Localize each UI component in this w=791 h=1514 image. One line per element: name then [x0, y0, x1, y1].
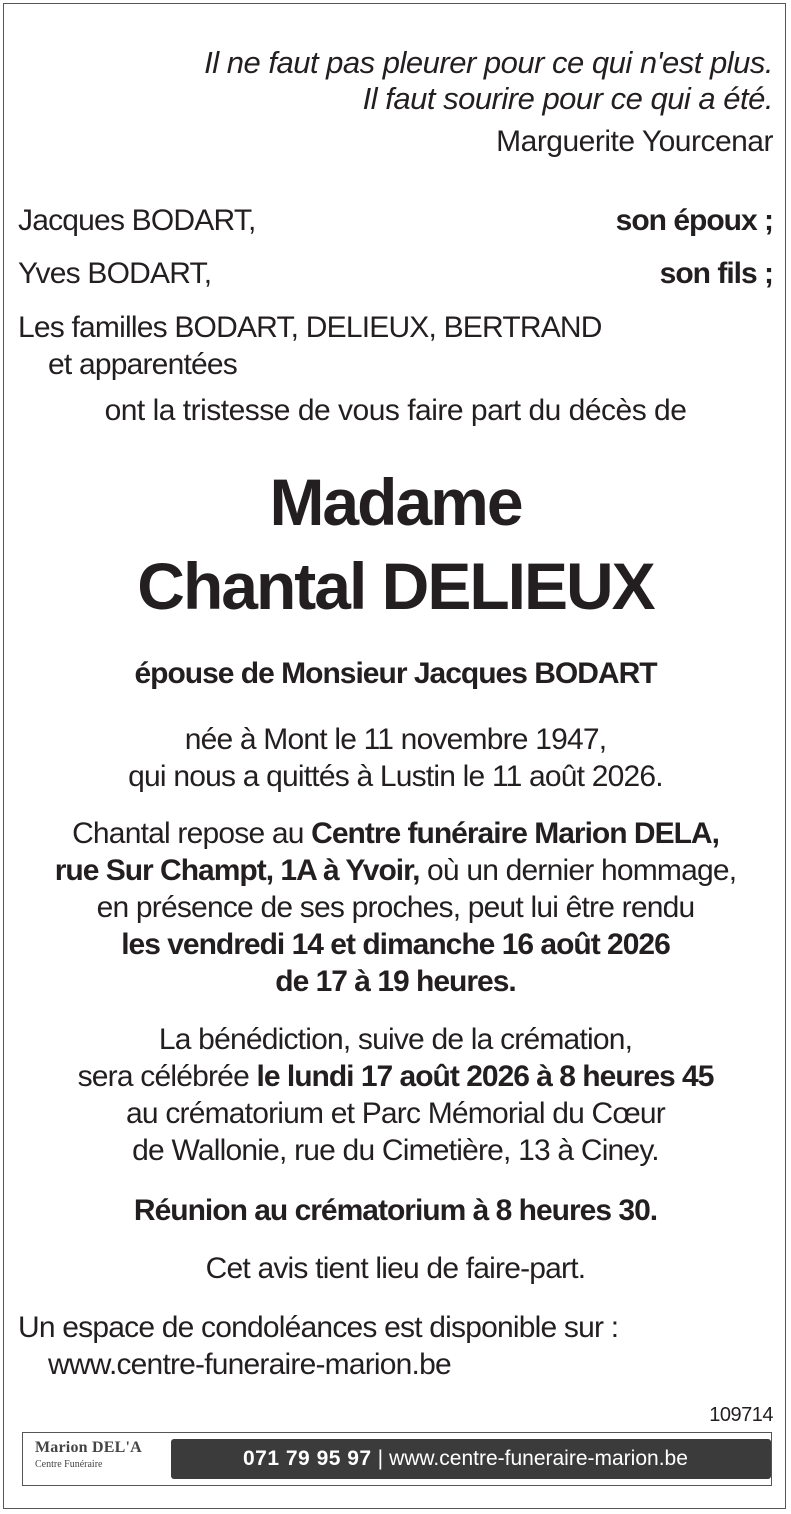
ceremony-text: sera célébrée	[77, 1060, 257, 1093]
quote-line-1: Il ne faut pas pleurer pour ce qui n'est plus.	[204, 45, 773, 80]
funeral-home-address: rue Sur Champt, 1A à Yvoir,	[54, 854, 420, 887]
separator: |	[377, 1447, 384, 1470]
ceremony-line-1: La bénédiction, suive de la crémation,	[158, 1023, 633, 1056]
logo-subtitle: Centre Funéraire	[35, 1459, 103, 1470]
website-link[interactable]: www.centre-funeraire-marion.be	[389, 1447, 688, 1470]
rest-line-3: en présence de ses proches, peut lui être rendu	[96, 891, 695, 924]
rest-line-1	[18, 816, 773, 852]
birth-line: née à Mont le 11 novembre 1947,	[184, 723, 607, 756]
rest-text: où un dernier hommage,	[419, 854, 737, 887]
intro-text: ont la tristesse de vous faire part du décès de	[104, 394, 687, 427]
footer-banner	[22, 1432, 772, 1486]
visit-dates	[18, 927, 773, 963]
rest-text: Chantal repose au	[72, 817, 312, 850]
family-member	[18, 256, 773, 292]
family-member-role: son époux ;	[615, 204, 773, 237]
reference-number: 109714	[709, 1404, 773, 1426]
notice-line: Cet avis tient lieu de faire-part.	[205, 1252, 586, 1285]
ceremony-date: le lundi 17 août 2026 à 8 heures 45	[256, 1060, 714, 1093]
funeral-home-name: Centre funéraire Marion DELA,	[311, 817, 719, 850]
phone-number[interactable]: 071 79 95 97	[243, 1447, 372, 1470]
family-member	[18, 203, 773, 239]
ceremony-line-2	[18, 1059, 773, 1095]
rest-line-2	[18, 853, 773, 889]
meeting-line	[18, 1193, 773, 1229]
families-line-1: Les familles BODART, DELIEUX, BERTRAND	[18, 311, 602, 344]
death-line: qui nous a quittés à Lustin le 11 août 2026.	[128, 760, 663, 793]
meeting-text: Réunion au crématorium à 8 heures 30.	[133, 1194, 658, 1227]
visit-dates-text: les vendredi 14 et dimanche 16 août 2026	[121, 928, 670, 961]
family-member-role: son fils ;	[659, 257, 773, 290]
deceased-name: Chantal DELIEUX	[137, 549, 654, 623]
families-line-2: et apparentées	[48, 348, 237, 381]
family-member-name: Yves BODART,	[18, 257, 212, 290]
condolences-line: Un espace de condoléances est disponible sur :	[18, 1311, 619, 1344]
visit-hours-text: de 17 à 19 heures.	[275, 965, 516, 998]
quote-line-2: Il faut sourire pour ce qui a été.	[362, 81, 773, 116]
funeral-home-logo	[35, 1439, 142, 1470]
ceremony-line-4: de Wallonie, rue du Cimetière, 13 à Ciney.	[132, 1134, 659, 1167]
quote-author: Marguerite Yourcenar	[496, 125, 773, 158]
deceased-title: Madame	[269, 465, 522, 539]
condolences-url: www.centre-funeraire-marion.be	[48, 1348, 451, 1381]
logo-name: Marion DEL'A	[35, 1439, 142, 1456]
family-member-name: Jacques BODART,	[18, 204, 256, 237]
ceremony-line-3: au crématorium et Parc Mémorial du Cœur	[126, 1097, 665, 1130]
spouse-line: épouse de Monsieur Jacques BODART	[134, 657, 657, 690]
visit-hours	[18, 964, 773, 1000]
contact-bar	[171, 1439, 771, 1479]
